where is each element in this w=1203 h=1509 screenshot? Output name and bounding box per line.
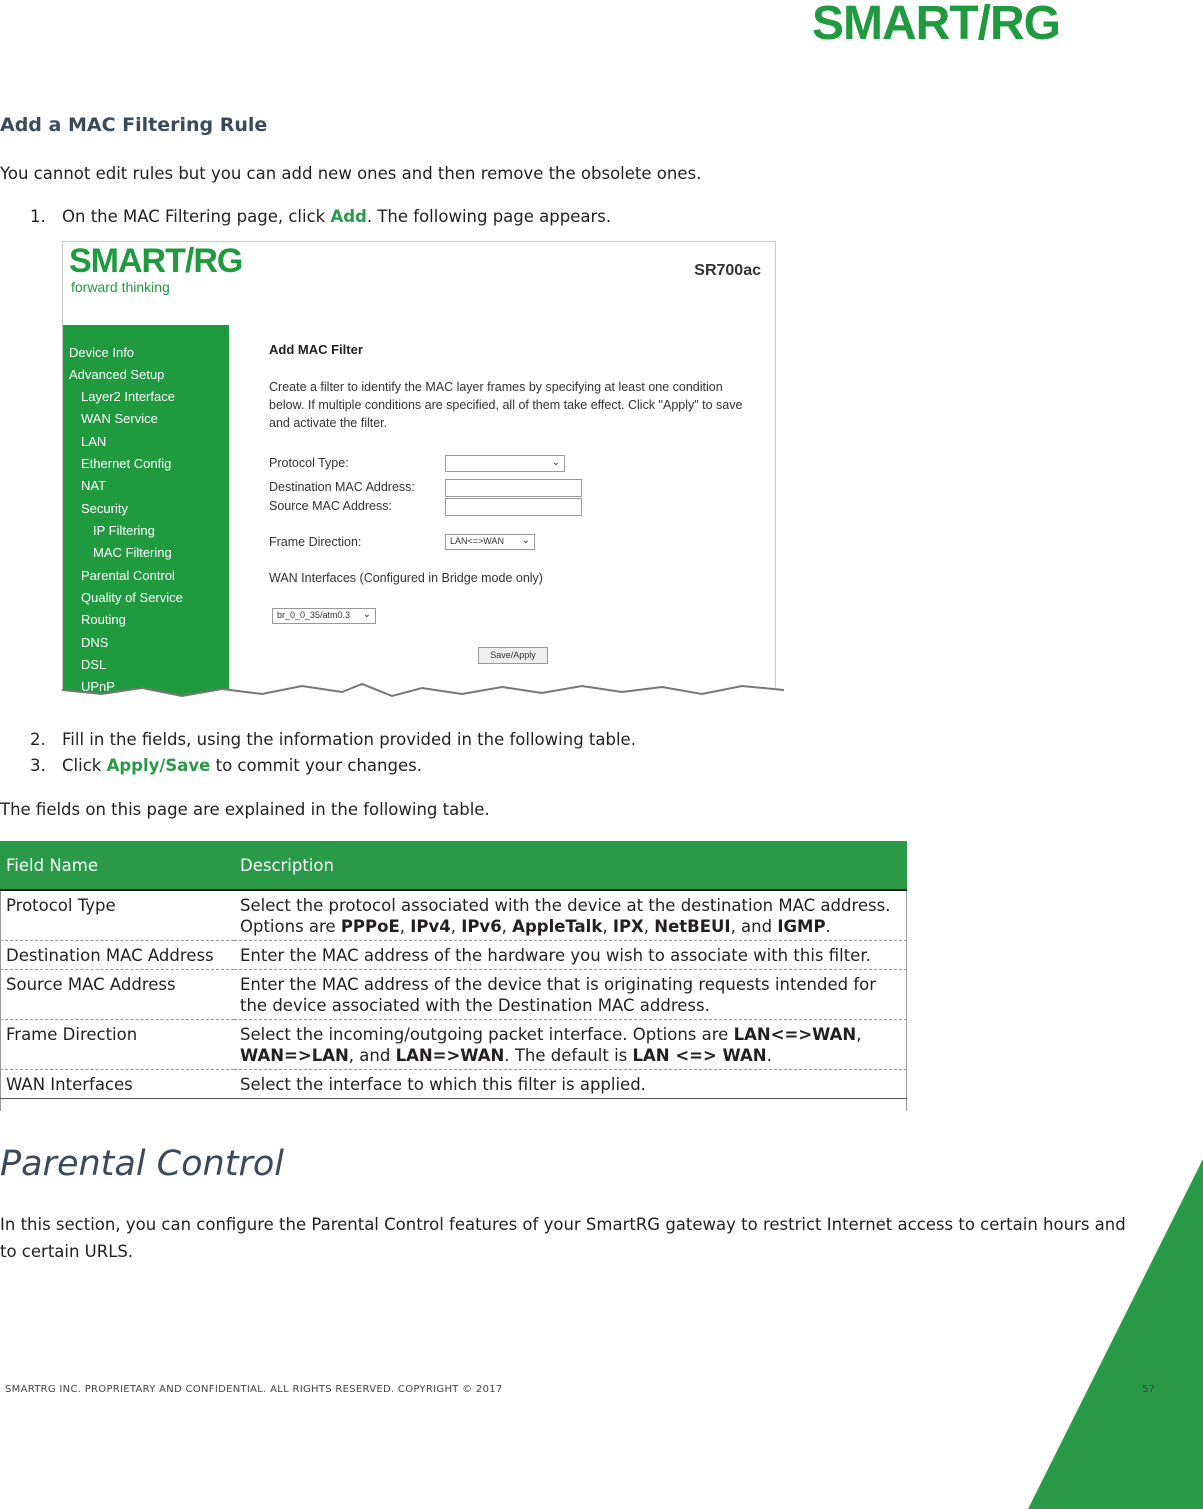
menu-lan[interactable]: LAN <box>81 434 107 449</box>
description-text: . <box>766 1046 772 1065</box>
step-text <box>62 756 422 775</box>
table-row <box>0 890 907 941</box>
menu-nat[interactable]: NAT <box>81 478 107 493</box>
menu-routing[interactable]: Routing <box>81 612 126 627</box>
apply-save-link[interactable]: Apply/Save <box>106 756 211 775</box>
wan-interfaces-select[interactable] <box>272 608 376 624</box>
add-mac-filter-title: Add MAC Filter <box>269 342 363 357</box>
router-model: SR700ac <box>694 262 761 279</box>
menu-mac-filtering[interactable]: MAC Filtering <box>93 545 172 560</box>
description-text: , and <box>730 917 778 936</box>
option-value: AppleTalk <box>512 917 603 936</box>
menu-ethernet-config[interactable]: Ethernet Config <box>81 456 172 471</box>
menu-dsl[interactable]: DSL <box>81 657 107 672</box>
section-title: Add a MAC Filtering Rule <box>0 114 268 136</box>
menu-layer2-interface[interactable]: Layer2 Interface <box>81 389 175 404</box>
step-number: 2. <box>30 730 46 749</box>
description-cell <box>234 970 907 1020</box>
field-name-cell: Frame Direction <box>0 1020 234 1070</box>
option-value: PPPoE <box>340 917 400 936</box>
step-number: 1. <box>30 207 46 226</box>
step-text <box>62 207 611 226</box>
source-mac-label: Source MAC Address: <box>269 499 392 513</box>
add-mac-filter-description: Create a filter to identify the MAC layer frames by specifying at least one condition below. If multiple conditions are specified, all of them take effect. Click "Apply" to save and activate the filter. <box>269 380 743 430</box>
step-text-post: . The following page appears. <box>366 207 612 226</box>
description-cell <box>234 1070 907 1099</box>
source-mac-input[interactable] <box>445 498 582 516</box>
table-row <box>0 1070 907 1099</box>
option-value: IPX <box>612 917 644 936</box>
protocol-type-label: Protocol Type: <box>269 456 349 470</box>
option-value: IPv6 <box>461 917 502 936</box>
menu-parental-control[interactable]: Parental Control <box>81 568 175 583</box>
router-logo: SMART/RG <box>69 242 243 280</box>
description-text: , <box>856 1025 862 1044</box>
menu-dns[interactable]: DNS <box>81 635 109 650</box>
field-name-cell: Protocol Type <box>0 890 234 941</box>
add-link[interactable]: Add <box>330 207 367 226</box>
chevron-down-icon: ⌄ <box>362 609 371 620</box>
description-text: Enter the MAC address of the device that is originating requests intended for the device associated with the Destination MAC address. <box>240 975 877 1015</box>
menu-advanced-setup[interactable]: Advanced Setup <box>69 367 165 382</box>
table-intro: The fields on this page are explained in the following table. <box>0 800 490 819</box>
description-cell <box>234 1020 907 1070</box>
option-value: IPv4 <box>410 917 451 936</box>
description-text: , and <box>348 1046 396 1065</box>
description-text: . <box>825 917 831 936</box>
option-value: IGMP <box>777 917 826 936</box>
save-apply-button[interactable]: Save/Apply <box>478 647 548 664</box>
fields-table <box>0 841 907 1099</box>
page-number: 57 <box>1142 1384 1155 1395</box>
destination-mac-label: Destination MAC Address: <box>269 480 415 494</box>
parental-control-heading: Parental Control <box>0 1144 284 1184</box>
frame-direction-label: Frame Direction: <box>269 535 362 549</box>
table-header-row <box>0 841 907 890</box>
description-text: , <box>450 917 462 936</box>
frame-direction-select[interactable] <box>445 534 535 550</box>
footer-copyright: SMARTRG INC. PROPRIETARY AND CONFIDENTIAL. ALL RIGHTS RESERVED. COPYRIGHT © 2017 <box>5 1384 503 1395</box>
router-tagline: forward thinking <box>71 279 170 295</box>
option-value: LAN=>WAN <box>395 1046 505 1065</box>
description-text: , <box>602 917 613 936</box>
menu-quality-of-service[interactable]: Quality of Service <box>81 590 183 605</box>
description-text: Select the protocol associated with the device at the destination MAC address. Options are <box>240 896 891 936</box>
smartrg-logo: SMART/RG <box>812 0 1060 50</box>
table-row <box>0 970 907 1020</box>
chevron-down-icon: ⌄ <box>551 457 560 468</box>
option-value: LAN <=> WAN <box>632 1046 767 1065</box>
field-name-cell: WAN Interfaces <box>0 1070 234 1099</box>
step-text: Fill in the fields, using the information provided in the following table. <box>62 730 636 749</box>
field-name-cell: Source MAC Address <box>0 970 234 1020</box>
intro-paragraph: You cannot edit rules but you can add new ones and then remove the obsolete ones. <box>0 164 702 183</box>
field-name-cell: Destination MAC Address <box>0 941 234 970</box>
description-cell <box>234 890 907 941</box>
description-text: . The default is <box>504 1046 633 1065</box>
torn-edge-decoration <box>62 672 784 708</box>
description-text: Enter the MAC address of the hardware you wish to associate with this filter. <box>240 946 871 965</box>
frame-direction-value: LAN<=>WAN <box>450 536 504 546</box>
menu-security[interactable]: Security <box>81 501 128 516</box>
router-screenshot <box>62 241 776 698</box>
description-text: , <box>643 917 655 936</box>
wan-interfaces-label: WAN Interfaces (Configured in Bridge mode only) <box>269 571 543 585</box>
description-text: Select the interface to which this filter is applied. <box>240 1075 646 1094</box>
parental-control-paragraph: In this section, you can configure the Parental Control features of your SmartRG gateway to restrict Internet access to certain hours and to certain URLS. <box>0 1215 1126 1261</box>
destination-mac-input[interactable] <box>445 479 582 497</box>
description-text: Select the incoming/outgoing packet interface. Options are <box>240 1025 734 1044</box>
menu-upnp[interactable]: UPnP <box>81 679 115 694</box>
description-cell <box>234 941 907 970</box>
table-row <box>0 1020 907 1070</box>
header-field-name: Field Name <box>0 841 234 890</box>
step-number: 3. <box>30 756 46 775</box>
menu-wan-service[interactable]: WAN Service <box>81 411 158 426</box>
menu-device-info[interactable]: Device Info <box>69 345 135 360</box>
chevron-down-icon: ⌄ <box>521 535 530 546</box>
step-text-pre: On the MAC Filtering page, click <box>62 207 331 226</box>
step-text-post: to commit your changes. <box>210 756 422 775</box>
router-sidebar <box>63 325 229 698</box>
option-value: WAN=>LAN <box>240 1046 349 1065</box>
header-description: Description <box>234 841 907 890</box>
step-text-pre: Click <box>62 756 107 775</box>
protocol-type-select[interactable] <box>445 455 565 472</box>
description-text: , <box>399 917 411 936</box>
wan-interfaces-value: br_0_0_35/atm0.3 <box>277 610 351 620</box>
menu-ip-filtering[interactable]: IP Filtering <box>93 523 155 538</box>
description-text: , <box>501 917 513 936</box>
option-value: LAN<=>WAN <box>733 1025 857 1044</box>
option-value: NetBEUI <box>654 917 731 936</box>
table-row <box>0 941 907 970</box>
